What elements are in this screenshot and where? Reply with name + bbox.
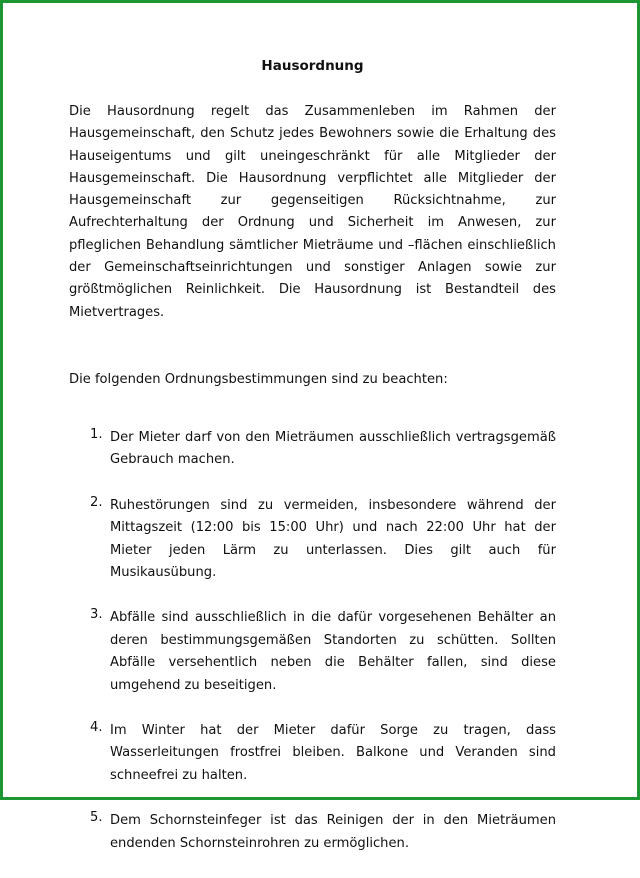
rule-text: Ruhestörungen sind zu vermeiden, insbesondere während der Mittagszeit (12:00 bis 15:00 Uhr) und nach 22:00 Uhr hat der Mieter jeden Lärm zu unterlassen. Dies gilt auch für Musikausübung. [110, 497, 556, 580]
rule-item [69, 720, 556, 787]
document-body [69, 55, 556, 878]
rule-number: 3. [90, 607, 103, 623]
rule-text: Der Mieter darf von den Mieträumen ausschließlich vertragsgemäß Gebrauch machen. [110, 429, 556, 468]
rules-lead-sentence: Die folgenden Ordnungsbestimmungen sind zu beachten: [69, 371, 448, 387]
intro-paragraph: Die Hausordnung regelt das Zusammenleben im Rahmen der Hausgemeinschaft, den Schutz jedes Bewohners sowie die Erhaltung des Hauseigentums und gilt uneingeschränkt für alle Mitglieder der Hausgemeinschaft. Die Hausordnung verpflichtet alle Mitglieder der Hausgemeinschaft zur gegenseitigen Rücksichtnahme, zur Aufrechterhaltung der Ordnung und Sicherheit im Anwesen, zur pfleglichen Behandlung sämtlicher Mieträume und –flächen einschließlich der Gemeinschaftseinrichtungen und sonstiger Anlagen sowie zur größtmöglichen Reinlichkeit. Die Hausordnung ist Bestandteil des Mietvertrages. [69, 104, 556, 320]
rule-item [69, 607, 556, 697]
rule-number: 5. [90, 810, 103, 826]
rule-item [69, 427, 556, 472]
rule-text: Abfälle sind ausschließlich in die dafür vorgesehenen Behälter an deren bestimmungsgemäßen Standorten zu schütten. Sollten Abfälle versehentlich neben die Behälter fallen, sind diese umgehend zu beseitigen. [110, 610, 556, 693]
rule-number: 2. [90, 494, 103, 510]
rule-text: Dem Schornsteinfeger ist das Reinigen der in den Mieträumen endenden Schornsteinrohren zu ermöglichen. [110, 813, 556, 851]
rules-list [69, 427, 556, 855]
document-title: Hausordnung [261, 58, 364, 74]
rule-item [69, 495, 556, 585]
rule-number: 4. [90, 720, 103, 736]
rule-number: 1. [90, 426, 103, 442]
rule-text: Im Winter hat der Mieter dafür Sorge zu tragen, dass Wasserleitungen frostfrei bleiben. Balkone und Veranden sind schneefrei zu halten. [110, 723, 556, 783]
rule-item [69, 810, 556, 855]
